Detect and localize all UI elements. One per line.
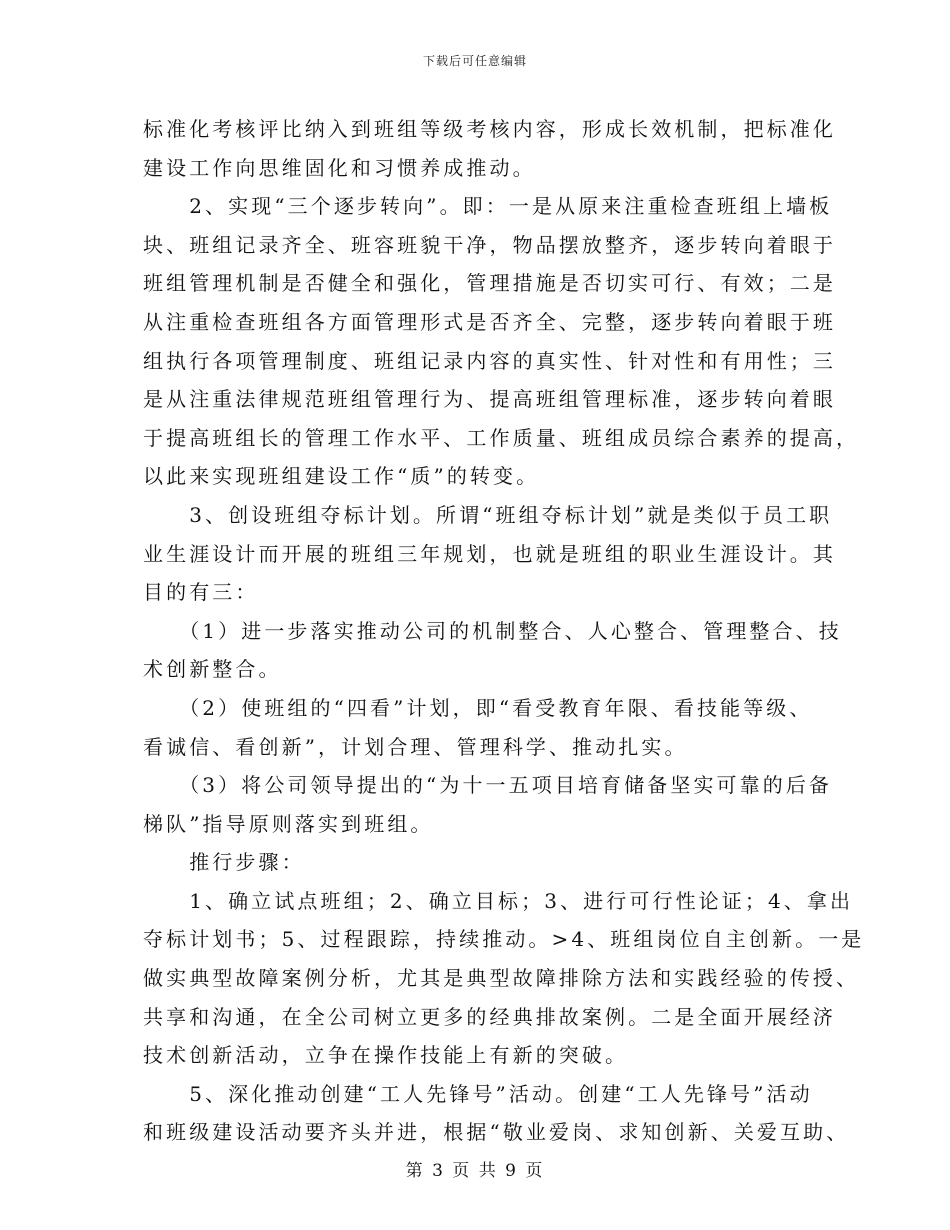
text-line: （3）将公司领导提出的“为十一五项目培育储备坚实可靠的后备 (143, 773, 833, 798)
text-line: 技术创新活动，立争在操作技能上有新的突破。 (143, 1043, 629, 1068)
text-line: 块、班组记录齐全、班容班貌干净，物品摆放整齐，逐步转向着眼于 (143, 232, 836, 257)
text-line: 3、创设班组夺标计划。所谓“班组夺标计划”就是类似于员工职 (143, 502, 833, 527)
text-line: 做实典型故障案例分析，尤其是典型故障排除方法和实践经验的传授、 (143, 966, 860, 991)
page-number-footer: 第 3 页 共 9 页 (405, 1161, 545, 1181)
text-line: 夺标计划书；5、过程跟踪，持续推动。>4、班组岗位自主创新。一是 (143, 927, 865, 952)
text-line: 和班级建设活动要齐头并进，根据“敬业爱岗、求知创新、关爱互助、 (143, 1120, 850, 1145)
text-line: 看诚信、看创新”，计划合理、管理科学、推动扎实。 (143, 734, 688, 759)
text-line: 目的有三： (143, 580, 259, 605)
text-line: 班组管理机制是否健全和强化，管理措施是否切实可行、有效；二是 (143, 271, 836, 296)
text-line: 梯队”指导原则落实到班组。 (143, 811, 434, 836)
text-line: 5、深化推动创建“工人先锋号”活动。创建“工人先锋号”活动 (143, 1081, 813, 1106)
text-line: 标准化考核评比纳入到班组等级考核内容，形成长效机制，把标准化 (143, 117, 836, 141)
text-line: 是从注重法律规范班组管理行为、提高班组管理标准，逐步转向着眼 (143, 387, 836, 412)
text-line: 从注重检查班组各方面管理形式是否齐全、完整，逐步转向着眼于班 (143, 309, 836, 334)
text-line: 术创新整合。 (143, 657, 282, 682)
document-body (143, 110, 865, 1152)
text-line: 推行步骤： (143, 850, 305, 875)
text-line: 1、确立试点班组；2、确立目标；3、进行可行性论证；4、拿出 (143, 888, 854, 913)
text-line: （2）使班组的“四看”计划，即“看受教育年限、看技能等级、 (143, 695, 813, 720)
text-line: 共享和沟通，在全公司树立更多的经典排故案例。二是全面开展经济 (143, 1004, 836, 1029)
text-line: 以此来实现班组建设工作“质”的转变。 (143, 464, 540, 489)
text-line: 于提高班组长的管理工作水平、工作质量、班组成员综合素养的提高， (143, 425, 860, 450)
text-line: 建设工作向思维固化和习惯养成推动。 (143, 155, 536, 180)
text-line: 组执行各项管理制度、班组记录内容的真实性、针对性和有用性；三 (143, 348, 836, 373)
text-line: 2、实现“三个逐步转向”。即：一是从原来注重检查班组上墙板 (143, 194, 833, 219)
page-header: 下载后可任意编辑 (422, 54, 527, 68)
text-line: 业生涯设计而开展的班组三年规划，也就是班组的职业生涯设计。其 (143, 541, 836, 566)
text-line: （1）进一步落实推动公司的机制整合、人心整合、管理整合、技 (143, 618, 842, 643)
